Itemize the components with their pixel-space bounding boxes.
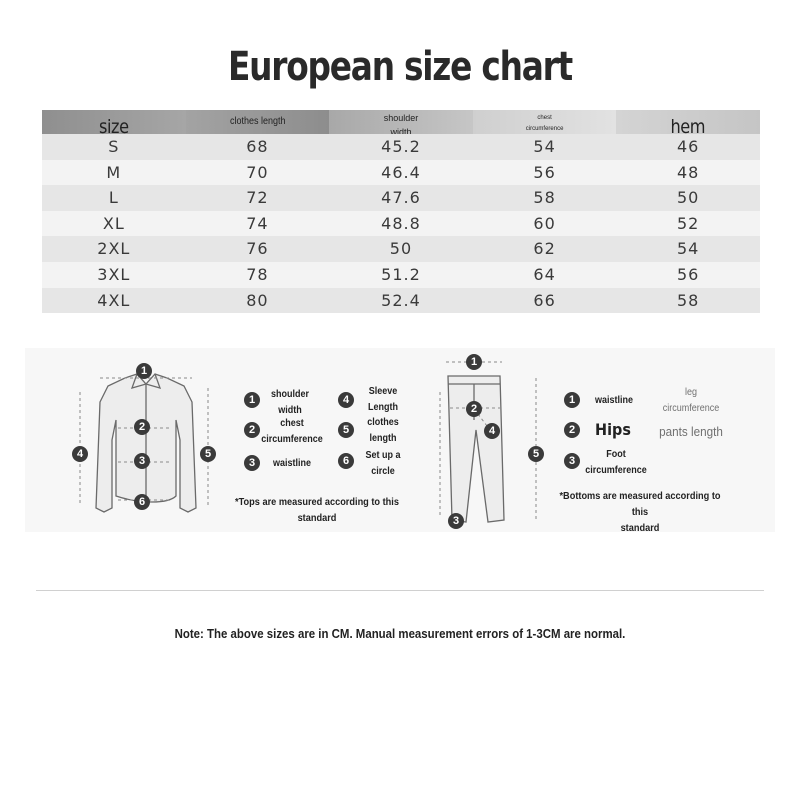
shirt-marker-3: 3 [134, 453, 150, 469]
tops-label-chest-line1: chest [280, 418, 304, 429]
bottoms-label-foot [584, 447, 649, 479]
shirt-illustration [96, 374, 196, 512]
bottoms-note-line1: *Bottoms are measured according to this [559, 491, 721, 518]
table-cell-chest: 54 [533, 137, 556, 156]
table-cell-size: 2XL [97, 239, 131, 259]
header-shoulder-line2: width [390, 127, 412, 134]
table-cell-length: 78 [246, 264, 269, 284]
tops-label-shoulder-line1: shoulder [270, 389, 309, 400]
shirt-marker-2: 2 [134, 419, 150, 435]
bottoms-label-leg [656, 385, 726, 417]
tops-label-chest-line2: circumference [261, 434, 323, 445]
tops-label-setup-line1: Set up a [365, 450, 401, 461]
table-cell-size: 3XL [97, 264, 131, 284]
bottoms-label-pants-length: pants length [659, 424, 723, 439]
table-cell-size: XL [102, 213, 125, 233]
table-cell-hem: 52 [676, 213, 700, 233]
tops-label-setup-line2: circle [371, 466, 395, 477]
divider [36, 590, 764, 591]
bottoms-label-waistline: waistline [594, 395, 634, 406]
table-cell-length: 68 [246, 137, 269, 156]
tops-note: *Tops are measured according to this standard [235, 497, 399, 524]
table-cell-hem: 56 [676, 264, 700, 284]
table-cell-shoulder: 52.4 [381, 290, 421, 310]
table-cell-size: L [108, 188, 119, 208]
bottoms-legend-marker-3: 3 [564, 453, 580, 469]
header-size-label: size [98, 116, 129, 134]
bottoms-legend-marker-1: 1 [564, 392, 580, 408]
tops-label-sleeve-line1: Sleeve [368, 386, 398, 397]
pants-marker-2: 2 [466, 401, 482, 417]
table-cell-shoulder: 45.2 [381, 137, 421, 156]
tops-label-shoulder [265, 387, 315, 419]
table-cell-length: 72 [246, 188, 269, 208]
table-cell-chest: 62 [533, 239, 556, 259]
page-title: European size chart [227, 44, 573, 90]
tops-label-clothes-length [359, 415, 408, 447]
table-cell-chest: 64 [533, 264, 556, 284]
tops-label-sleeve-line2: Length [367, 402, 398, 413]
tops-legend-marker-3: 3 [244, 455, 260, 471]
tops-label-clothes-line2: length [369, 433, 397, 444]
table-cell-chest: 66 [533, 290, 556, 310]
header-hem-label: hem [670, 116, 706, 134]
table-cell-chest: 58 [533, 188, 556, 208]
shirt-marker-4: 4 [72, 446, 88, 462]
pants-marker-4: 4 [484, 423, 500, 439]
tops-label-waistline: waistline [272, 458, 312, 469]
table-cell-hem: 58 [676, 290, 700, 310]
tops-legend-marker-4: 4 [338, 392, 354, 408]
header-chest-line1: chest [537, 115, 552, 121]
shirt-marker-1: 1 [136, 363, 152, 379]
table-cell-shoulder: 51.2 [381, 264, 421, 284]
tops-label-chest [260, 416, 325, 448]
table-cell-hem: 46 [676, 137, 700, 156]
tops-label-shoulder-line2: width [278, 405, 302, 416]
bottoms-label-leg-line2: circumference [662, 403, 720, 414]
bottoms-note-line2: standard [620, 523, 660, 534]
table-cell-length: 76 [246, 239, 269, 259]
pants-marker-3: 3 [448, 513, 464, 529]
tops-label-setup-circle [359, 448, 408, 480]
bottoms-note [559, 489, 721, 537]
table-cell-chest: 60 [533, 213, 556, 233]
bottoms-label-foot-line1: Foot [606, 449, 626, 460]
table-cell-size: S [108, 137, 120, 156]
pants-illustration [448, 376, 504, 522]
footer-note: Note: The above sizes are in CM. Manual measurement errors of 1-3CM are normal. [174, 626, 626, 641]
table-cell-shoulder: 50 [389, 239, 413, 259]
header-shoulder-line1: shoulder [383, 113, 419, 123]
header-clothes-length-label: clothes length [229, 116, 286, 127]
table-cell-shoulder: 46.4 [381, 162, 421, 182]
bottoms-legend-marker-2: 2 [564, 422, 580, 438]
tops-legend-marker-2: 2 [244, 422, 260, 438]
table-cell-size: 4XL [97, 290, 131, 310]
table-cell-chest: 56 [533, 162, 556, 182]
table-cell-hem: 50 [676, 188, 700, 208]
header-chest-line2: circumference [525, 126, 564, 132]
pants-marker-1: 1 [466, 354, 482, 370]
shirt-marker-6: 6 [134, 494, 150, 510]
table-cell-shoulder: 48.8 [381, 213, 421, 233]
tops-legend-marker-5: 5 [338, 422, 354, 438]
table-cell-length: 70 [246, 162, 269, 182]
table-cell-size: M [106, 162, 122, 182]
pants-marker-5: 5 [528, 446, 544, 462]
table-cell-hem: 54 [676, 239, 700, 259]
bottoms-label-hips: Hips [595, 420, 631, 439]
tops-label-sleeve [359, 384, 408, 416]
bottoms-label-foot-line2: circumference [585, 465, 647, 476]
table-cell-shoulder: 47.6 [381, 188, 421, 208]
table-cell-length: 80 [246, 290, 269, 310]
shirt-marker-5: 5 [200, 446, 216, 462]
table-cell-hem: 48 [676, 162, 700, 182]
table-cell-length: 74 [246, 213, 269, 233]
tops-legend-marker-1: 1 [244, 392, 260, 408]
bottoms-label-leg-line1: leg [684, 387, 698, 398]
tops-label-clothes-line1: clothes [367, 417, 399, 428]
tops-legend-marker-6: 6 [338, 453, 354, 469]
